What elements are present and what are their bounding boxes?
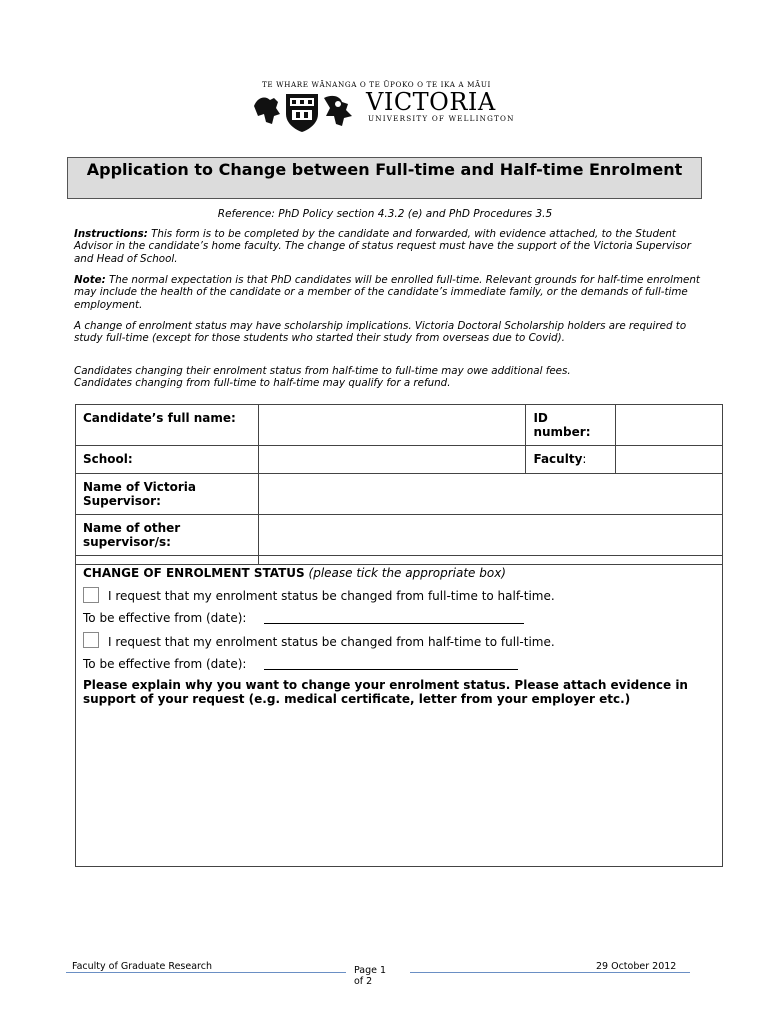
victoria-supervisor-field[interactable] — [258, 474, 722, 515]
effective-date-field-1[interactable] — [264, 623, 524, 624]
half-to-full-option: I request that my enrolment status be changed from half-time to full-time. — [108, 635, 555, 649]
policy-reference: Reference: PhD Policy section 4.3.2 (e) and PhD Procedures 3.5 — [217, 208, 553, 220]
faculty-field[interactable] — [616, 446, 723, 474]
fees-text-2: Candidates changing from full-time to half-time may qualify for a refund. — [74, 377, 451, 390]
form-title: Application to Change between Full-time and Half-time Enrolment — [67, 157, 702, 199]
full-to-half-option: I request that my enrolment status be changed from full-time to half-time. — [108, 589, 555, 603]
fees-paragraph — [74, 365, 702, 390]
footer-page-number: Page 1 of 2 — [354, 965, 387, 987]
id-number-field[interactable] — [616, 405, 723, 446]
footer-rule-left — [66, 972, 346, 973]
logo-subtitle: UNIVERSITY OF WELLINGTON — [368, 114, 515, 123]
full-to-half-checkbox[interactable] — [83, 587, 99, 603]
university-logo — [252, 80, 522, 132]
effective-date-field-2[interactable] — [264, 669, 518, 670]
full-name-label: Candidate’s full name: — [76, 405, 259, 446]
note-label: Note: — [74, 274, 106, 286]
instructions-text: This form is to be completed by the candidate and forwarded, with evidence attached, to the Student Advisor in the candidate’s home faculty. The change of status request must have the support of the Victoria Supervisor and Head of School. — [74, 228, 691, 265]
logo-maori-name: TE WHARE WĀNANGA O TE ŪPOKO O TE IKA A MĀUI — [262, 80, 491, 89]
school-field[interactable] — [258, 446, 526, 474]
half-to-full-checkbox[interactable] — [83, 632, 99, 648]
candidate-details-table — [75, 404, 723, 565]
effective-date-label-2: To be effective from (date): — [83, 657, 247, 671]
other-supervisor-label: Name of other supervisor/s: — [76, 515, 259, 565]
logo-name: VICTORIA — [366, 88, 496, 116]
faculty-label: Faculty: — [526, 446, 616, 474]
footer-rule-right — [410, 972, 690, 973]
instructions-label: Instructions: — [74, 228, 148, 240]
school-label: School: — [76, 446, 259, 474]
scholarship-paragraph: A change of enrolment status may have scholarship implications. Victoria Doctoral Scholarship holders are required to study full-time (except for those students who started their study from overseas due to Covid). — [74, 320, 687, 345]
instructions-paragraph — [74, 228, 702, 265]
footer-faculty: Faculty of Graduate Research — [72, 961, 212, 972]
note-paragraph — [74, 274, 702, 311]
enrolment-status-section — [75, 555, 723, 867]
university-crest-icon — [252, 88, 364, 132]
footer-date: 29 October 2012 — [596, 961, 677, 972]
status-heading: CHANGE OF ENROLMENT STATUS (please tick the appropriate box) — [83, 566, 506, 580]
explain-request-prompt: Please explain why you want to change your enrolment status. Please attach evidence in support of your request (e.g. medical certificate, letter from your employer etc.) — [83, 678, 688, 706]
effective-date-label-1: To be effective from (date): — [83, 611, 247, 625]
victoria-supervisor-label: Name of Victoria Supervisor: — [76, 474, 259, 515]
full-name-field[interactable] — [258, 405, 526, 446]
note-text: The normal expectation is that PhD candidates will be enrolled full-time. Relevant grounds for half-time enrolment may include the health of the candidate or a member of the candidate’s immediate family, or the demands of full-time employment. — [74, 274, 700, 311]
fees-text-1: Candidates changing their enrolment status from half-time to full-time may owe additional fees. — [74, 365, 571, 377]
id-number-label: ID number: — [526, 405, 616, 446]
